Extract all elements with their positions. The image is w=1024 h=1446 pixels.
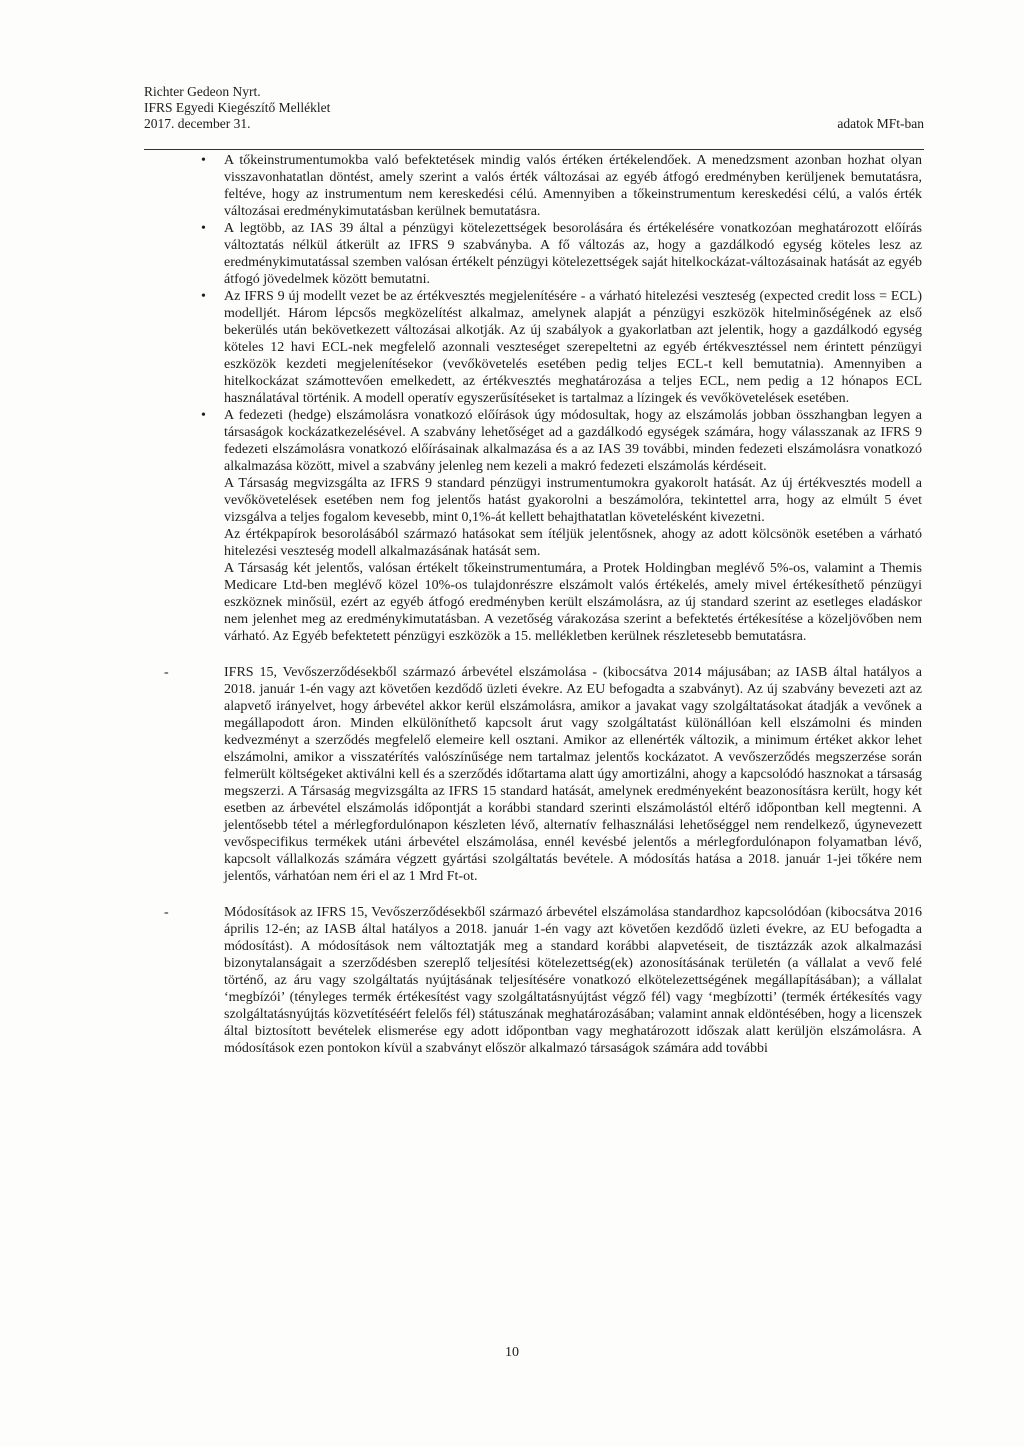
dash-item-ifrs15: - IFRS 15, Vevőszerződésekből származó árbevétel elszámolása - (kibocsátva 2014 májusában; az IASB által hatályos a 2018. január 1-én vagy azt követően kezdődő üzleti évekre. Az EU befogadta a szabványt). Az új szabvány bevezeti azt az alapvető irányelvet, hogy árbevétel akkor kerül elszámolásra, amikor a javakat vagy szolgáltatásokat átadják a vevőnek a megállapodott áron. Minden elkülöníthető kapcsolt árut vagy szolgáltatást különállóan kell elszámolni és minden kedvezményt a szerződés megfelelő elemeire kell osztani. Amikor az ellenérték változik, a minimum értéket akkor lehet elszámolni, amikor a visszatérítés valószínűsége nem tartalmaz jelentős kockázatot. A vevőszerződés megszerzése során felmerült költségeket aktiválni kell és a szerződés időtartama alatt úgy amortizálni, ahogy a kapcsolódó hasznokat a társaság megszerzi. A Társaság megvizsgálta az IFRS 15 standard hatását, amelynek eredményeként beazonosításra került, hogy két esetben az árbevétel elszámolás időpontját a korábbi standard szerinti elszámolástól eltérő időpontban kell megtenni. A jelentősebb tétel a mérlegfordulónapon készleten lévő, alternatív felhasználási lehetőséggel nem rendelkező, úgynevezett vevőspecifikus termékek utáni árbevétel elszámolása, ennél kevésbé jelentős a mérlegfordulónapon folyamatban lévő, kapcsolt vállalkozás számára végzett gyártási szolgáltatás bevétele. A módosítás hatása a 2018. január 1-jei tőkére nem jelentős, várhatóan nem éri el az 1 Mrd Ft-ot. <box>186 664 922 885</box>
bullet-item: • A fedezeti (hedge) elszámolásra vonatkozó előírások úgy módosultak, hogy az elszámolás jobban összhangban legyen a társaságok kockázatkezelésével. A szabvány lehetőséget ad a gazdálkodó egységek számára, hogy válasszanak az IFRS 9 fedezeti elszámolásra vonatkozó előírásainak alkalmazása és a az IAS 39 további, minden fedezeti elszámolásra vonatkozó alkalmazása között, mivel a szabvány jelenleg nem kezeli a makró fedezeti elszámolás kérdéseit. <box>186 407 922 475</box>
body-paragraph: Az értékpapírok besorolásából származó hatásokat sem ítéljük jelentősnek, ahogy az adott kölcsönök esetében a várható hitelezési veszteség modell alkalmazásának hatását sem. <box>224 527 922 559</box>
page-header <box>144 84 924 132</box>
document-body <box>186 152 922 1057</box>
dash-item-ifrs15-amendments: - Módosítások az IFRS 15, Vevőszerződésekből származó árbevétel elszámolása standardhoz kapcsolódóan (kibocsátva 2016 április 12-én; az IASB által hatályos a 2018. január 1-én vagy azt követően kezdődő üzleti évekre, az EU befogadta a módosítást). A módosítások nem változtatják meg a standard korábbi alapvetéseit, de tisztázzák azok alkalmazási bizonytalanságait a szerződésben szereplő teljesítési kötelezettség(ek) azonosításának területén (a vállalat a vevő felé történő, az áru vagy szolgáltatás nyújtásának teljesítésére vonatkozó elkötelezettségének megállapításában); a vállalat ‘megbízói’ (tényleges termék értékesítést vagy szolgáltatásnyújtást végző fél) vagy ‘megbízotti’ (termék értékesítés vagy szolgáltatásnyújtás közvetítéséért felelős fél) státuszának meghatározásában; valamint annak eldöntésében, hogy a licenszek által biztosított bevételek elismerése egy adott időpontban vagy meghatározott időszak alatt kerüljön elszámolásra. A módosítások ezen pontokon kívül a szabványt először alkalmazó társaságok számára add további <box>186 904 922 1057</box>
company-name: Richter Gedeon Nyrt. <box>144 84 261 99</box>
page-number: 10 <box>505 1345 519 1360</box>
report-date: 2017. december 31. <box>144 116 251 131</box>
bullet-item: • A legtöbb, az IAS 39 által a pénzügyi kötelezettségek besorolására és értékelésére vonatkozóan meghatározott előírás változtatás nélkül átkerült az IFRS 9 szabványba. A fő változás az, hogy a gazdálkodó egység köteles lesz az eredménykimutatással szemben valósan értékelt pénzügyi kötelezettségek saját hitelkockázat-változásainak hatását az egyéb átfogó jövedelmek között bemutatni. <box>186 220 922 288</box>
document-title: IFRS Egyedi Kiegészítő Melléklet <box>144 100 331 115</box>
body-paragraph: A Társaság megvizsgálta az IFRS 9 standard pénzügyi instrumentumokra gyakorolt hatását. Az új értékvesztés modell a vevőkövetelések esetében nem fog jelentős hatást gyakorolni a beszámolóra, tekintettel arra, hogy az elmúlt 5 évet vizsgálva a teljes fogalom kevesebb, mint 0,1%-át kellett behajthatatlan követelésként kivezetni. <box>224 476 922 525</box>
body-paragraph: A Társaság két jelentős, valósan értékelt tőkeinstrumentumára, a Protek Holdingban meglévő 5%-os, valamint a Themis Medicare Ltd-ben meglévő közel 10%-os tulajdonrészre elszámolt valós értékelés, amely mivel értékesíthető pénzügyi eszköznek minősül, ezért az egyéb átfogó eredményben került elszámolásra, az új standard szerint az esetleges eladáskor nem jelenhet meg az eredménykimutatásban. A vezetőség várakozása szerint a befektetés értékesítése a közeljövőben nem várható. Az Egyéb befektetett pénzügyi eszközök a 15. mellékletben kerülnek részletesebb bemutatásra. <box>224 561 922 644</box>
unit-label: adatok MFt-ban <box>837 116 924 131</box>
header-divider <box>144 149 924 150</box>
bullet-item: • Az IFRS 9 új modellt vezet be az értékvesztés megjelenítésére - a várható hitelezési veszteség (expected credit loss = ECL) modelljét. Három lépcsős megközelítést alkalmaz, amelynek alapját a pénzügyi eszközök hitelminőségének az első bekerülés után bekövetkezett változásai alkotják. Az új szabályok a gyakorlatban azt jelentik, hogy a gazdálkodó egység köteles 12 havi ECL-nek megfelelő azonnali veszteséget szerepeltetni az egyéb értékvesztéssel nem érintett pénzügyi eszközök kezdeti megjelenítésekor (vevőkövetelés esetében pedig teljes ECL-t kell bemutatnia). Amennyiben a hitelkockázat számottevően emelkedett, az értékvesztés meghatározása a teljes ECL, nem pedig a 12 hónapos ECL használatával történik. A modell operatív egyszerűsítéseket is tartalmaz a lízingek és vevőkövetelések esetében. <box>186 288 922 407</box>
bullet-item: • A tőkeinstrumentumokba való befektetések mindig valós értéken értékelendőek. A menedzsment azonban hozhat olyan visszavonhatatlan döntést, amely szerint a valós érték változásai az egyéb átfogó eredményben kerüljenek bemutatásra, feltéve, hogy az instrumentum nem kereskedési célú. Amennyiben a tőkeinstrumentum kereskedési célú, a valós érték változásai eredménykimutatásban kerülnek bemutatásra. <box>186 152 922 220</box>
